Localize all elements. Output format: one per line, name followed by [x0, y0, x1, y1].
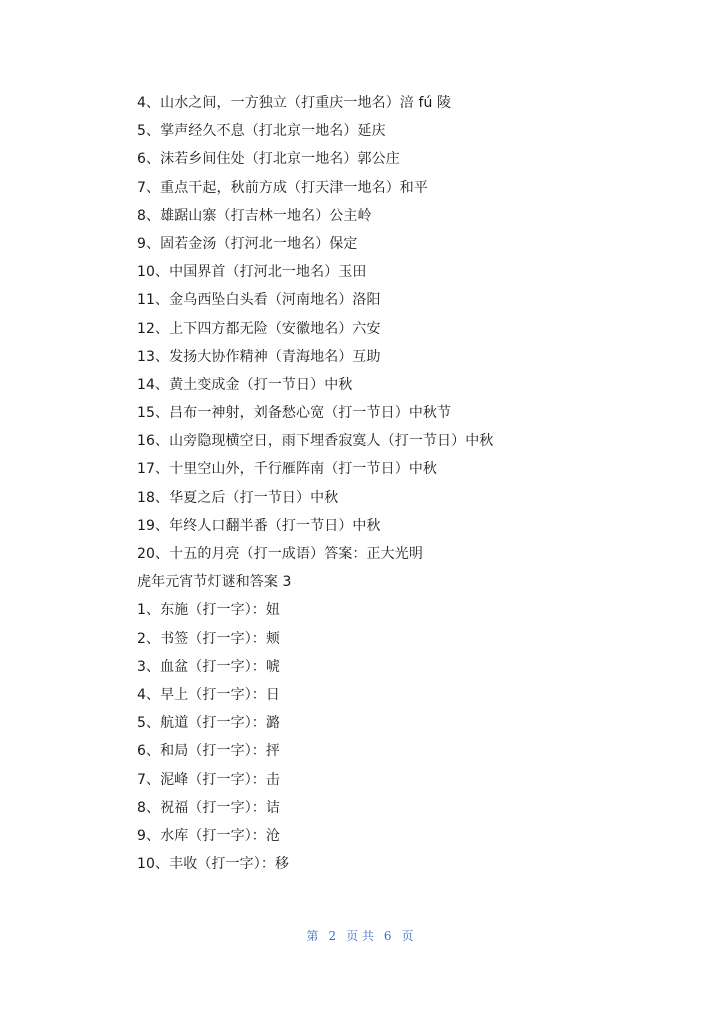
text-line: 17、十里空山外，千行雁阵南（打一节日）中秋 [137, 461, 438, 478]
text-line: 19、年终人口翻半番（打一节日）中秋 [137, 517, 381, 534]
text-line: 8、祝福（打一字）：诘 [137, 799, 281, 816]
text-line: 10、中国界首（打河北一地名）玉田 [137, 264, 367, 281]
text-line: 10、丰收（打一字）：移 [137, 856, 290, 873]
footer-prefix: 第 [306, 929, 319, 943]
text-line: 16、山旁隐现横空日，雨下埋香寂寞人（打一节日）中秋 [137, 433, 494, 450]
document-body [137, 89, 697, 878]
text-line: 13、发扬大协作精神（青海地名）互助 [137, 348, 381, 365]
text-line: 7、泥峰（打一字）：击 [137, 771, 281, 788]
section-heading: 虎年元宵节灯谜和答案 3 [137, 574, 292, 591]
text-line: 18、华夏之后（打一节日）中秋 [137, 489, 339, 506]
text-line: 5、掌声经久不息（打北京一地名）延庆 [137, 123, 386, 140]
text-line: 3、血盆（打一字）：唬 [137, 658, 281, 675]
footer-suffix: 页 [401, 929, 414, 943]
page-footer [0, 927, 720, 944]
text-line: 9、固若金汤（打河北一地名）保定 [137, 235, 358, 252]
footer-page-number: 2 [328, 929, 337, 943]
text-line: 15、吕布一神射，刘备愁心宽（打一节日）中秋节 [137, 405, 452, 422]
text-line: 4、山水之间，一方独立（打重庆一地名）涪 fú 陵 [137, 95, 452, 111]
text-line: 8、雄踞山寨（打吉林一地名）公主岭 [137, 207, 372, 224]
text-line: 12、上下四方都无险（安徽地名）六安 [137, 320, 381, 337]
text-line: 20、十五的月亮（打一成语）答案：正大光明 [137, 546, 423, 562]
text-line: 11、金乌西坠白头看（河南地名）洛阳 [137, 292, 381, 309]
footer-total-pages: 6 [383, 929, 392, 943]
text-line: 4、早上（打一字）：日 [137, 686, 281, 703]
footer-middle: 页 共 [346, 929, 374, 943]
text-line: 6、和局（打一字）：抨 [137, 743, 281, 760]
text-line: 2、书签（打一字）：颊 [137, 630, 281, 647]
text-line: 7、重点干起，秋前方成（打天津一地名）和平 [137, 179, 429, 196]
text-line: 9、水库（打一字）：沧 [137, 827, 281, 844]
text-line: 14、黄土变成金（打一节日）中秋 [137, 376, 353, 393]
text-line: 1、东施（打一字）：妞 [137, 602, 281, 619]
text-line: 6、沫若乡间住处（打北京一地名）郭公庄 [137, 151, 400, 168]
text-line: 5、航道（打一字）：潞 [137, 715, 281, 732]
